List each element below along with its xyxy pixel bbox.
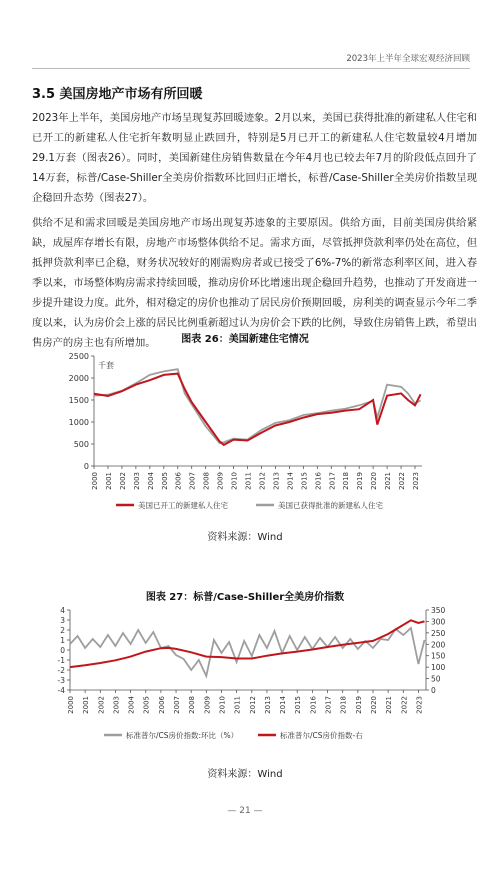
x-tick-label: 2006: [157, 696, 166, 714]
x-tick-label: 2008: [202, 472, 211, 490]
paragraph-1: 2023年上半年，美国房地产市场呈现复苏回暖迹象。2月以来，美国已获得批准的新建私人住宅和已开工的新建私人住宅折年数明显止跌回升，特别是5月已开工的新建私人住宅数量较4月增加29.1万套（图表26）。同时，美国新建住房销售数量在今年4月也已较去年7月的阶段低点回升了14万套，标普/Case-Shiller全美房价指数环比回归正增长，标普/Case-Shiller全美房价指数呈现企稳回升态势（图表27）。: [32, 112, 477, 204]
legend-label-mom-change: 标准普尔/CS房价指数:环比（%）: [126, 731, 239, 740]
x-tick-label: 2021: [384, 472, 393, 490]
series-line-mom-change: [70, 628, 425, 676]
x-tick-label: 2013: [272, 472, 281, 490]
x-tick-label: 2007: [173, 696, 182, 714]
x-tick-label: 2004: [146, 472, 155, 490]
x-tick-label: 2014: [279, 696, 288, 714]
x-tick-label: 2010: [230, 472, 239, 490]
x-tick-label: 2000: [67, 696, 75, 714]
paragraph-2: 供给不足和需求回暖是美国房地产市场出现复苏迹象的主要原因。供给方面，目前美国房供给紧缺，成屋库存增长有限，房地产市场整体供给不足。需求方面，尽管抵押贷款利率仍处在高位，但抵押贷款利率已企稳，财务状况较好的刚需购房者或已接受了6%-7%的新常态利率区间，进入春季以来，市场整体购房需求持续回暖，推动房价环比增速出现企稳回升趋势，也推动了开发商进一步提升建设力度。此外，相对稳定的房价也推动了居民房价预期回暖，房利美的调查显示今年二季度以来，认为房价会上涨的居民比例重新超过认为房价会下跌的比例，导致住房销售上跌，希望出售房产的房主也有所增加。: [32, 217, 477, 349]
left-y-tick-label: -3: [57, 676, 65, 685]
x-tick-label: 2005: [160, 472, 169, 490]
left-y-tick-label: 4: [60, 606, 65, 615]
chart-case-shiller: [44, 604, 454, 754]
right-y-tick-label: 250: [431, 628, 446, 638]
section-title: 3.5 美国房地产市场有所回暖: [32, 87, 203, 102]
x-tick-label: 2006: [174, 472, 183, 490]
x-tick-label: 2002: [118, 472, 127, 490]
x-tick-label: 2004: [127, 696, 136, 714]
left-y-tick-label: -2: [57, 666, 65, 675]
x-tick-label: 2017: [324, 696, 333, 714]
x-tick-label: 2003: [132, 472, 141, 490]
figure-26-source: 资料来源：Wind: [207, 532, 283, 543]
left-y-tick-label: -1: [57, 656, 65, 665]
x-tick-label: 2020: [370, 472, 379, 490]
x-tick-label: 2017: [328, 472, 337, 490]
x-tick-label: 2019: [354, 696, 363, 714]
y-tick-label: 2000: [68, 374, 89, 383]
right-y-tick-label: 100: [431, 663, 446, 673]
x-tick-label: 2019: [356, 472, 365, 490]
x-tick-label: 2016: [314, 472, 323, 490]
x-tick-label: 2011: [233, 696, 242, 714]
x-tick-label: 2013: [263, 696, 272, 714]
left-y-tick-label: 3: [60, 616, 65, 625]
x-tick-label: 2023: [412, 472, 421, 490]
right-y-tick-label: 200: [431, 640, 446, 650]
right-y-tick-label: 50: [431, 674, 441, 684]
x-tick-label: 2018: [339, 696, 348, 714]
x-tick-label: 2011: [244, 472, 253, 490]
right-y-tick-label: 0: [431, 686, 436, 695]
x-tick-label: 2012: [248, 696, 257, 714]
x-tick-label: 2012: [258, 472, 267, 490]
series-line-starts: [94, 374, 421, 445]
left-y-tick-label: -4: [57, 686, 65, 695]
figure-27-source: 资料来源：Wind: [207, 769, 283, 780]
x-tick-label: 2000: [91, 472, 99, 490]
x-tick-label: 2023: [415, 696, 424, 714]
y-tick-label: 500: [73, 440, 89, 449]
right-y-tick-label: 150: [431, 651, 446, 661]
unit-label: 千套: [98, 361, 114, 370]
x-tick-label: 2020: [369, 696, 378, 714]
legend-label-starts: 美国已开工的新建私人住宅: [138, 501, 228, 510]
legend-label-index: 标准普尔/CS房价指数-右: [280, 731, 363, 740]
x-tick-label: 2001: [82, 696, 91, 714]
y-tick-label: 0: [83, 462, 89, 471]
y-tick-label: 2500: [68, 352, 89, 361]
x-tick-label: 2016: [309, 696, 318, 714]
left-y-tick-label: 2: [60, 626, 65, 635]
x-tick-label: 2014: [286, 472, 295, 490]
chart-new-housing: [60, 348, 440, 518]
x-tick-label: 2010: [218, 696, 227, 714]
x-tick-label: 2002: [97, 696, 106, 714]
header-divider: [32, 68, 470, 69]
x-tick-label: 2007: [188, 472, 197, 490]
page-number: — 21 —: [227, 806, 263, 816]
report-header-title: 2023年上半年全球宏观经济回顾: [346, 54, 470, 64]
series-line-permits: [94, 369, 421, 443]
x-tick-label: 2015: [300, 472, 309, 490]
x-tick-label: 2005: [142, 696, 151, 714]
x-tick-label: 2001: [104, 472, 113, 490]
left-y-tick-label: 1: [60, 636, 65, 645]
x-tick-label: 2009: [216, 472, 225, 490]
x-tick-label: 2022: [400, 696, 409, 714]
figure-26-title: 图表 26：美国新建住宅情况: [181, 334, 309, 345]
y-tick-label: 1000: [68, 418, 89, 427]
x-tick-label: 2022: [398, 472, 407, 490]
x-tick-label: 2003: [112, 696, 121, 714]
right-y-tick-label: 300: [431, 617, 446, 627]
series-line-index: [70, 620, 425, 667]
figure-27-title: 图表 27：标普/Case-Shiller全美房价指数: [145, 592, 345, 603]
right-y-tick-label: 350: [431, 606, 446, 615]
y-tick-label: 1500: [68, 396, 89, 405]
x-tick-label: 2015: [294, 696, 303, 714]
x-tick-label: 2009: [203, 696, 212, 714]
x-tick-label: 2008: [188, 696, 197, 714]
x-tick-label: 2018: [342, 472, 351, 490]
legend-label-permits: 美国已获得批准的新建私人住宅: [278, 501, 383, 510]
left-y-tick-label: 0: [60, 646, 65, 655]
x-tick-label: 2021: [385, 696, 394, 714]
